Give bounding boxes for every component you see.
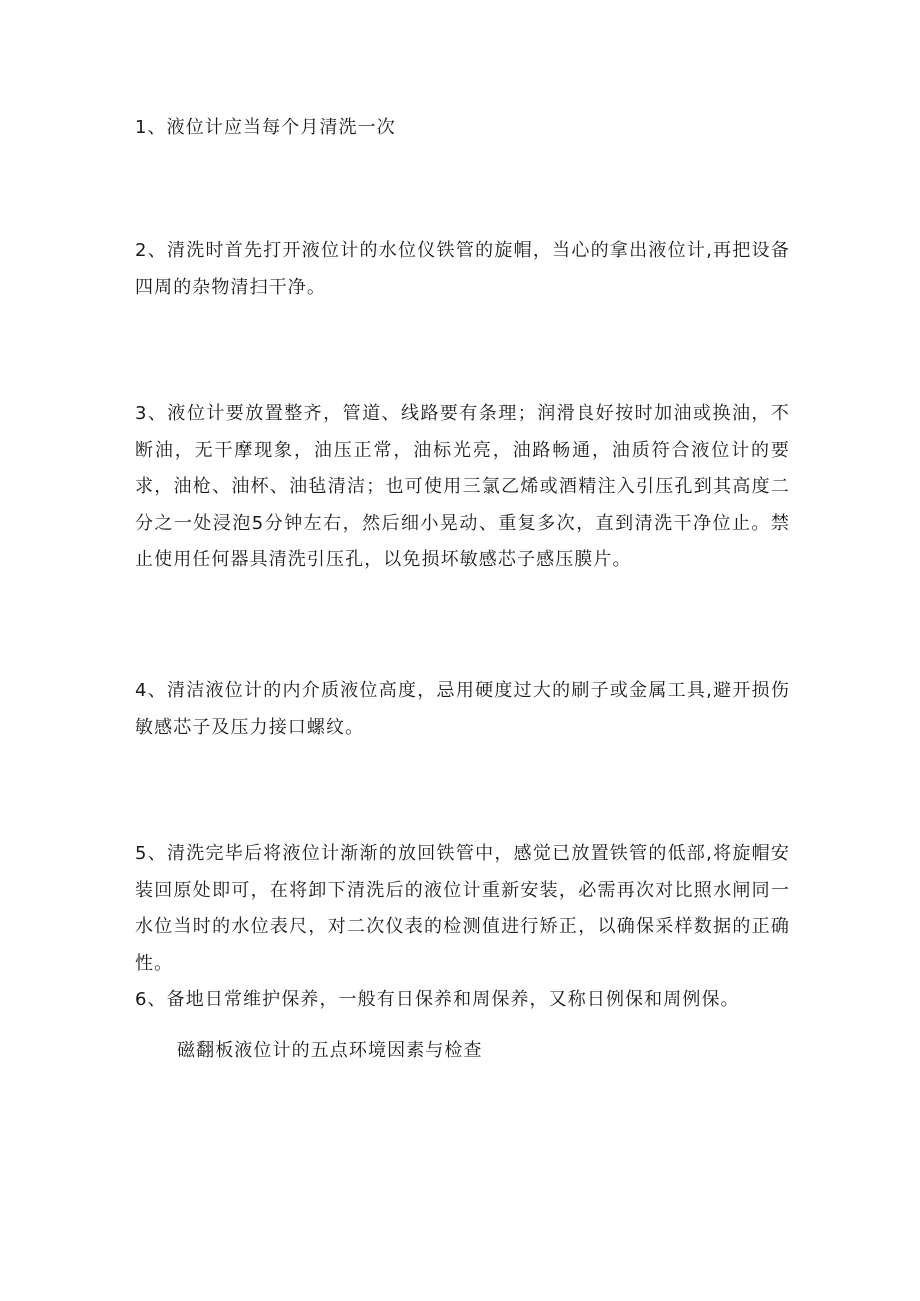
paragraph-2: 2、清洗时首先打开液位计的水位仪铁管的旋帽，当心的拿出液位计,再把设备四周的杂物清扫干净。 xyxy=(135,240,790,298)
paragraph-6: 6、备地日常维护保养，一般有日保养和周保养，又称日例保和周例保。 xyxy=(135,989,740,1010)
paragraph-3: 3、液位计要放置整齐，管道、线路要有条理；润滑良好按时加油或换油，不断油，无干摩现象，油压正常，油标光亮，油路畅通，油质符合液位计的要求，油枪、油杯、油毡清洁；也可使用三氯乙烯或酒精注入引压孔到其高度二分之一处浸泡5分钟左右，然后细小晃动、重复多次，直到清洗干净位止。禁止使用任何器具清洗引压孔，以免损坏敏感芯子感压膜片。 xyxy=(135,403,790,570)
paragraph-5: 5、清洗完毕后将液位计渐渐的放回铁管中，感觉已放置铁管的低部,将旋帽安装回原处即可，在将卸下清洗后的液位计重新安装，必需再次对比照水闸同一水位当时的水位表尺，对二次仪表的检测值进行矫正，以确保采样数据的正确性。 xyxy=(135,843,790,974)
section-heading: 磁翻板液位计的五点环境因素与检查 xyxy=(177,1040,483,1061)
paragraph-1: 1、液位计应当每个月清洗一次 xyxy=(135,117,396,138)
paragraph-4: 4、清洁液位计的内介质液位高度，忌用硬度过大的刷子或金属工具,避开损伤敏感芯子及压力接口螺纹。 xyxy=(135,680,790,738)
